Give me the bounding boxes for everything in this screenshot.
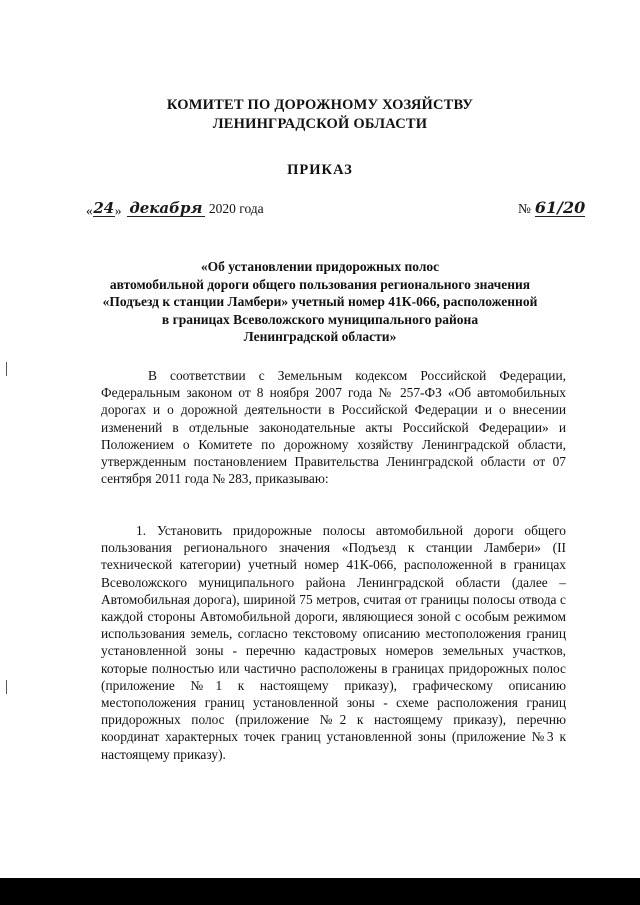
- title-line-2: автомобильной дороги общего пользования регионального значения: [109, 276, 531, 292]
- item-1-text: 1. Установить придорожные полосы автомобильной дороги общего пользования регионального значения «Подъезд к станции Ламбери» (II технической категории) учетный номер 41К-066, расположенной в границах Всеволожского муниципального района Ленинградской области (далее – Автомобильная дорога), шириной 75 метров, считая от границы полосы отвода с каждой стороны Автомобильной дороги, являющиеся зоной с особым режимом использования земель, согласно текстовому описанию местоположения границ установленной зоны - перечню кадастровых номеров земельных участков, которые полностью или частично расположены в границах придорожных полос (приложение №1 к настоящему приказу), графическому описанию местоположения границ установленной зоны - схеме расположения границ придорожных полос (приложение №2 к настоящему приказу), перечню координат характерных точек границ установленной зоны (приложение №3 к настоящему приказу).: [101, 523, 566, 762]
- date-quote-open: «: [86, 203, 93, 218]
- date-month-handwritten: декабря: [127, 200, 205, 217]
- date-quote-close: »: [114, 203, 122, 218]
- committee-line-1: КОМИТЕТ ПО ДОРОЖНОМУ ХОЗЯЙСТВУ: [166, 97, 474, 113]
- preamble-text: В соответствии с Земельным кодексом Российской Федерации, Федеральным законом от 8 ноября 2007 года № 257-ФЗ «Об автомобильных дорогах и о дорожной деятельности в Российской Федерации и о внесении изменений в отдельные законодательные акты Российской Федерации» и Положением о Комитете по дорожному хозяйству Ленинградской области, утвержденным постановлением Правительства Ленинградской области от 07 сентября 2011 года № 283, приказываю:: [101, 368, 566, 487]
- scan-bottom-edge: [0, 878, 640, 905]
- number-prefix: №: [518, 201, 531, 216]
- order-date: [86, 200, 264, 224]
- number-value-handwritten: 61/20: [534, 198, 586, 217]
- date-day-handwritten: 24: [93, 199, 115, 217]
- title-line-4: в границах Всеволожского муниципального района: [161, 311, 479, 327]
- scan-margin-mark: [6, 680, 7, 694]
- scan-margin-mark: [6, 362, 7, 376]
- date-year: 2020 года: [208, 201, 264, 216]
- item-1-paragraph: [101, 522, 566, 763]
- committee-name: [0, 96, 640, 134]
- committee-line-2: ЛЕНИНГРАДСКОЙ ОБЛАСТИ: [212, 116, 428, 132]
- order-title: [0, 258, 640, 346]
- preamble-paragraph: [101, 367, 566, 487]
- title-line-1: «Об установлении придорожных полос: [200, 259, 440, 274]
- title-line-3: «Подъезд к станции Ламбери» учетный номер 41К-066, расположенной: [102, 294, 538, 309]
- order-number: [518, 200, 585, 217]
- document-type: ПРИКАЗ: [287, 162, 353, 178]
- title-line-5: Ленинградской области»: [243, 329, 397, 344]
